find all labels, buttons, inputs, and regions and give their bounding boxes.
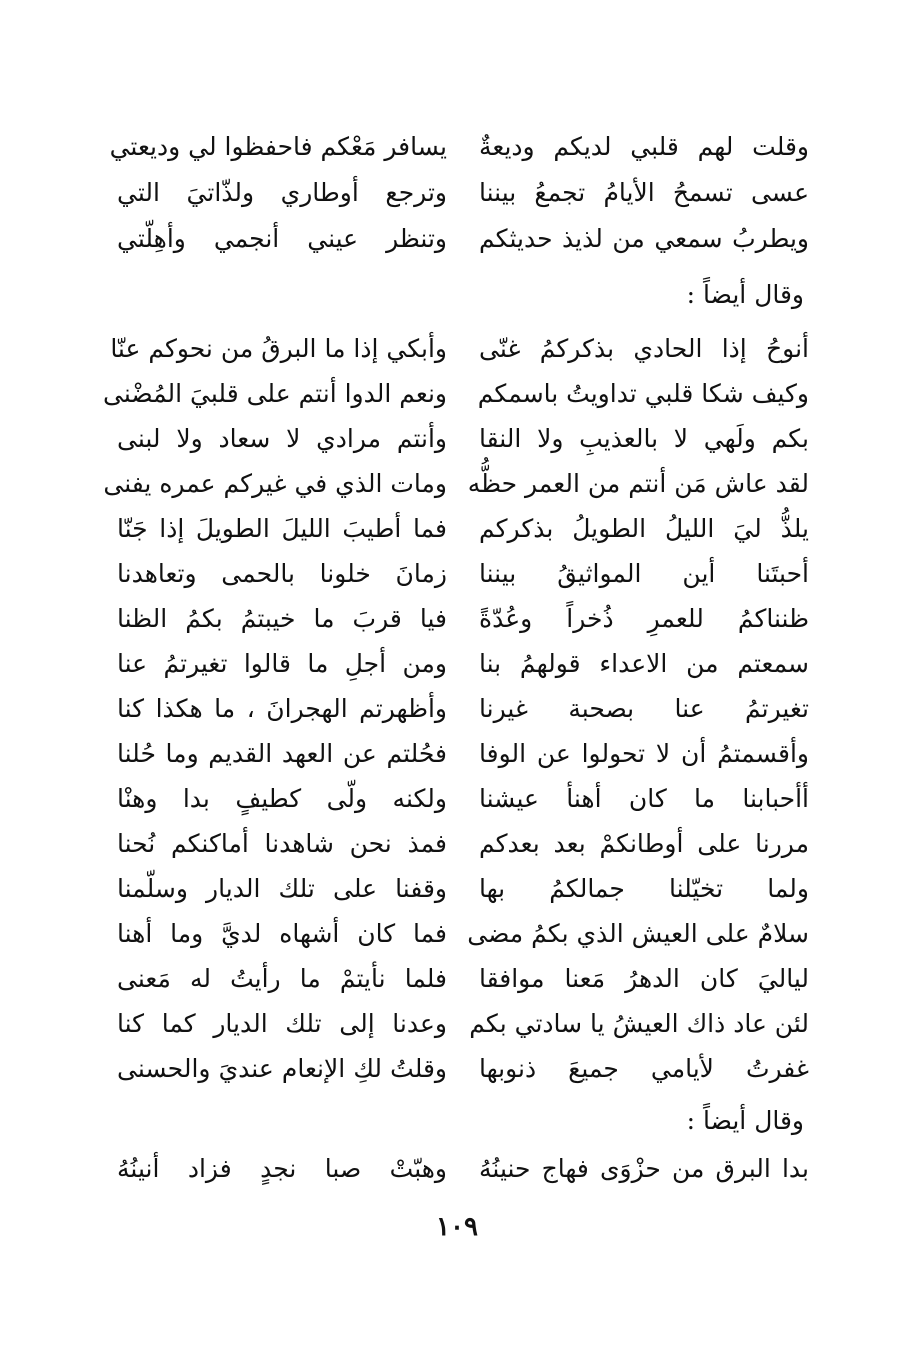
poem2-row9-right-hemistich: تغيرتمُ عنا بصحبة غيرنا xyxy=(479,694,809,723)
poem2-row1-left-hemistich: وأبكي إذا ما البرقُ من نحوكم عنّا xyxy=(110,334,447,363)
poem1-row2-left-hemistich: وترجع أوطاري ولذّاتيَ التي xyxy=(117,178,447,207)
poem2-row10-left-hemistich: فحُلتم عن العهد القديم وما حُلنا xyxy=(117,739,447,768)
poem2-row7-left-hemistich: فيا قربَ ما خيبتمُ بكمُ الظنا xyxy=(117,604,447,633)
poem2-row15-left-hemistich: فلما نأيتمْ ما رأيتُ له مَعنى xyxy=(117,964,447,993)
poem2-row16-left-hemistich: وعدنا إلى تلك الديار كما كنا xyxy=(117,1009,447,1038)
poem2-row1-right-hemistich: أنوحُ إذا الحادي بذكركمُ غنّى xyxy=(479,334,809,363)
poem2-row7-right-hemistich: ظنناكمُ للعمرِ ذُخراً وعُدّةً xyxy=(479,604,809,633)
poem2-row3-right-hemistich: بكم ولَهي لا بالعذيبِ ولا النقا xyxy=(479,424,809,453)
poem1-row1-left-hemistich: يسافر مَعْكم فاحفظوا لي وديعتي xyxy=(109,132,447,161)
poem2-row8-left-hemistich: ومن أجلِ ما قالوا تغيرتمُ عنا xyxy=(117,649,447,678)
poem2-row14-right-hemistich: سلامٌ على العيش الذي بكمُ مضى xyxy=(467,919,809,948)
poem3-row1-left-hemistich: وهبّتْ صبا نجدٍ فزاد أنينُهُ xyxy=(117,1154,447,1183)
poem2-row5-left-hemistich: فما أطيبَ الليلَ الطويلَ إذا جَنّا xyxy=(117,514,447,543)
poem2-row13-right-hemistich: ولما تخيّلنا جمالكمُ بها xyxy=(479,874,809,903)
poem2-row11-left-hemistich: ولكنه ولّى كطيفٍ بدا وهنْا xyxy=(117,784,447,813)
poem1-row1-right-hemistich: وقلت لهم قلبي لديكم وديعةٌ xyxy=(479,132,809,161)
poem1-row3-right-hemistich: ويطربُ سمعي من لذيذ حديثكم xyxy=(479,224,809,253)
poem2-row10-right-hemistich: وأقسمتمُ أن لا تحولوا عن الوفا xyxy=(479,739,809,768)
poem2-row11-right-hemistich: أأحبابنا ما كان أهنأ عيشنا xyxy=(479,784,809,813)
section-heading-1: وقال أيضاً : xyxy=(686,280,804,309)
poem2-row15-right-hemistich: لياليَ كان الدهرُ مَعنا موافقا xyxy=(479,964,809,993)
poem2-row6-left-hemistich: زمانَ خلونا بالحمى وتعاهدنا xyxy=(117,559,447,588)
poem2-row6-right-hemistich: أحبتَنا أين المواثيقُ بيننا xyxy=(479,559,809,588)
poem2-row17-right-hemistich: غفرتُ لأيامي جميعَ ذنوبها xyxy=(479,1054,809,1083)
section-heading-2: وقال أيضاً : xyxy=(686,1106,804,1135)
poem2-row2-left-hemistich: ونعم الدوا أنتم على قلبيَ المُضْنى xyxy=(103,379,447,408)
poem2-row17-left-hemistich: وقلتُ لكِ الإنعام عنديَ والحسنى xyxy=(117,1054,447,1083)
poem2-row4-right-hemistich: لقد عاش مَن أنتم من العمر حظُّه xyxy=(467,469,809,498)
poem2-row9-left-hemistich: وأظهرتم الهجرانَ ، ما هكذا كنا xyxy=(117,694,447,723)
poem2-row12-left-hemistich: فمذ نحن شاهدنا أماكنكم نُحنا xyxy=(117,829,447,858)
poem2-row5-right-hemistich: يلذُّ ليَ الليلُ الطويلُ بذكركم xyxy=(479,514,809,543)
poem2-row8-right-hemistich: سمعتم من الاعداء قولهمُ بنا xyxy=(479,649,809,678)
poem2-row14-left-hemistich: فما كان أشهاه لديَّ وما أهنا xyxy=(117,919,447,948)
poem1-row3-left-hemistich: وتنظر عيني أنجمي وأهِلّتي xyxy=(117,224,447,253)
poem3-row1-right-hemistich: بدا البرق من حزْوَى فهاج حنينُهُ xyxy=(479,1154,809,1183)
poem1-row2-right-hemistich: عسى تسمحُ الأيامُ تجمعُ بيننا xyxy=(479,178,809,207)
poem2-row12-right-hemistich: مررنا على أوطانكمْ بعد بعدكم xyxy=(479,829,809,858)
page-number: ١٠٩ xyxy=(436,1212,478,1242)
poem2-row2-right-hemistich: وكيف شكا قلبي تداويتُ باسمكم xyxy=(477,379,809,408)
poem2-row3-left-hemistich: وأنتم مرادي لا سعاد ولا لبنى xyxy=(117,424,447,453)
poem2-row16-right-hemistich: لئن عاد ذاك العيشُ يا سادتي بكم xyxy=(469,1009,809,1038)
poem2-row13-left-hemistich: وقفنا على تلك الديار وسلّمنا xyxy=(117,874,447,903)
poem2-row4-left-hemistich: ومات الذي في غيركم عمره يفنى xyxy=(103,469,447,498)
